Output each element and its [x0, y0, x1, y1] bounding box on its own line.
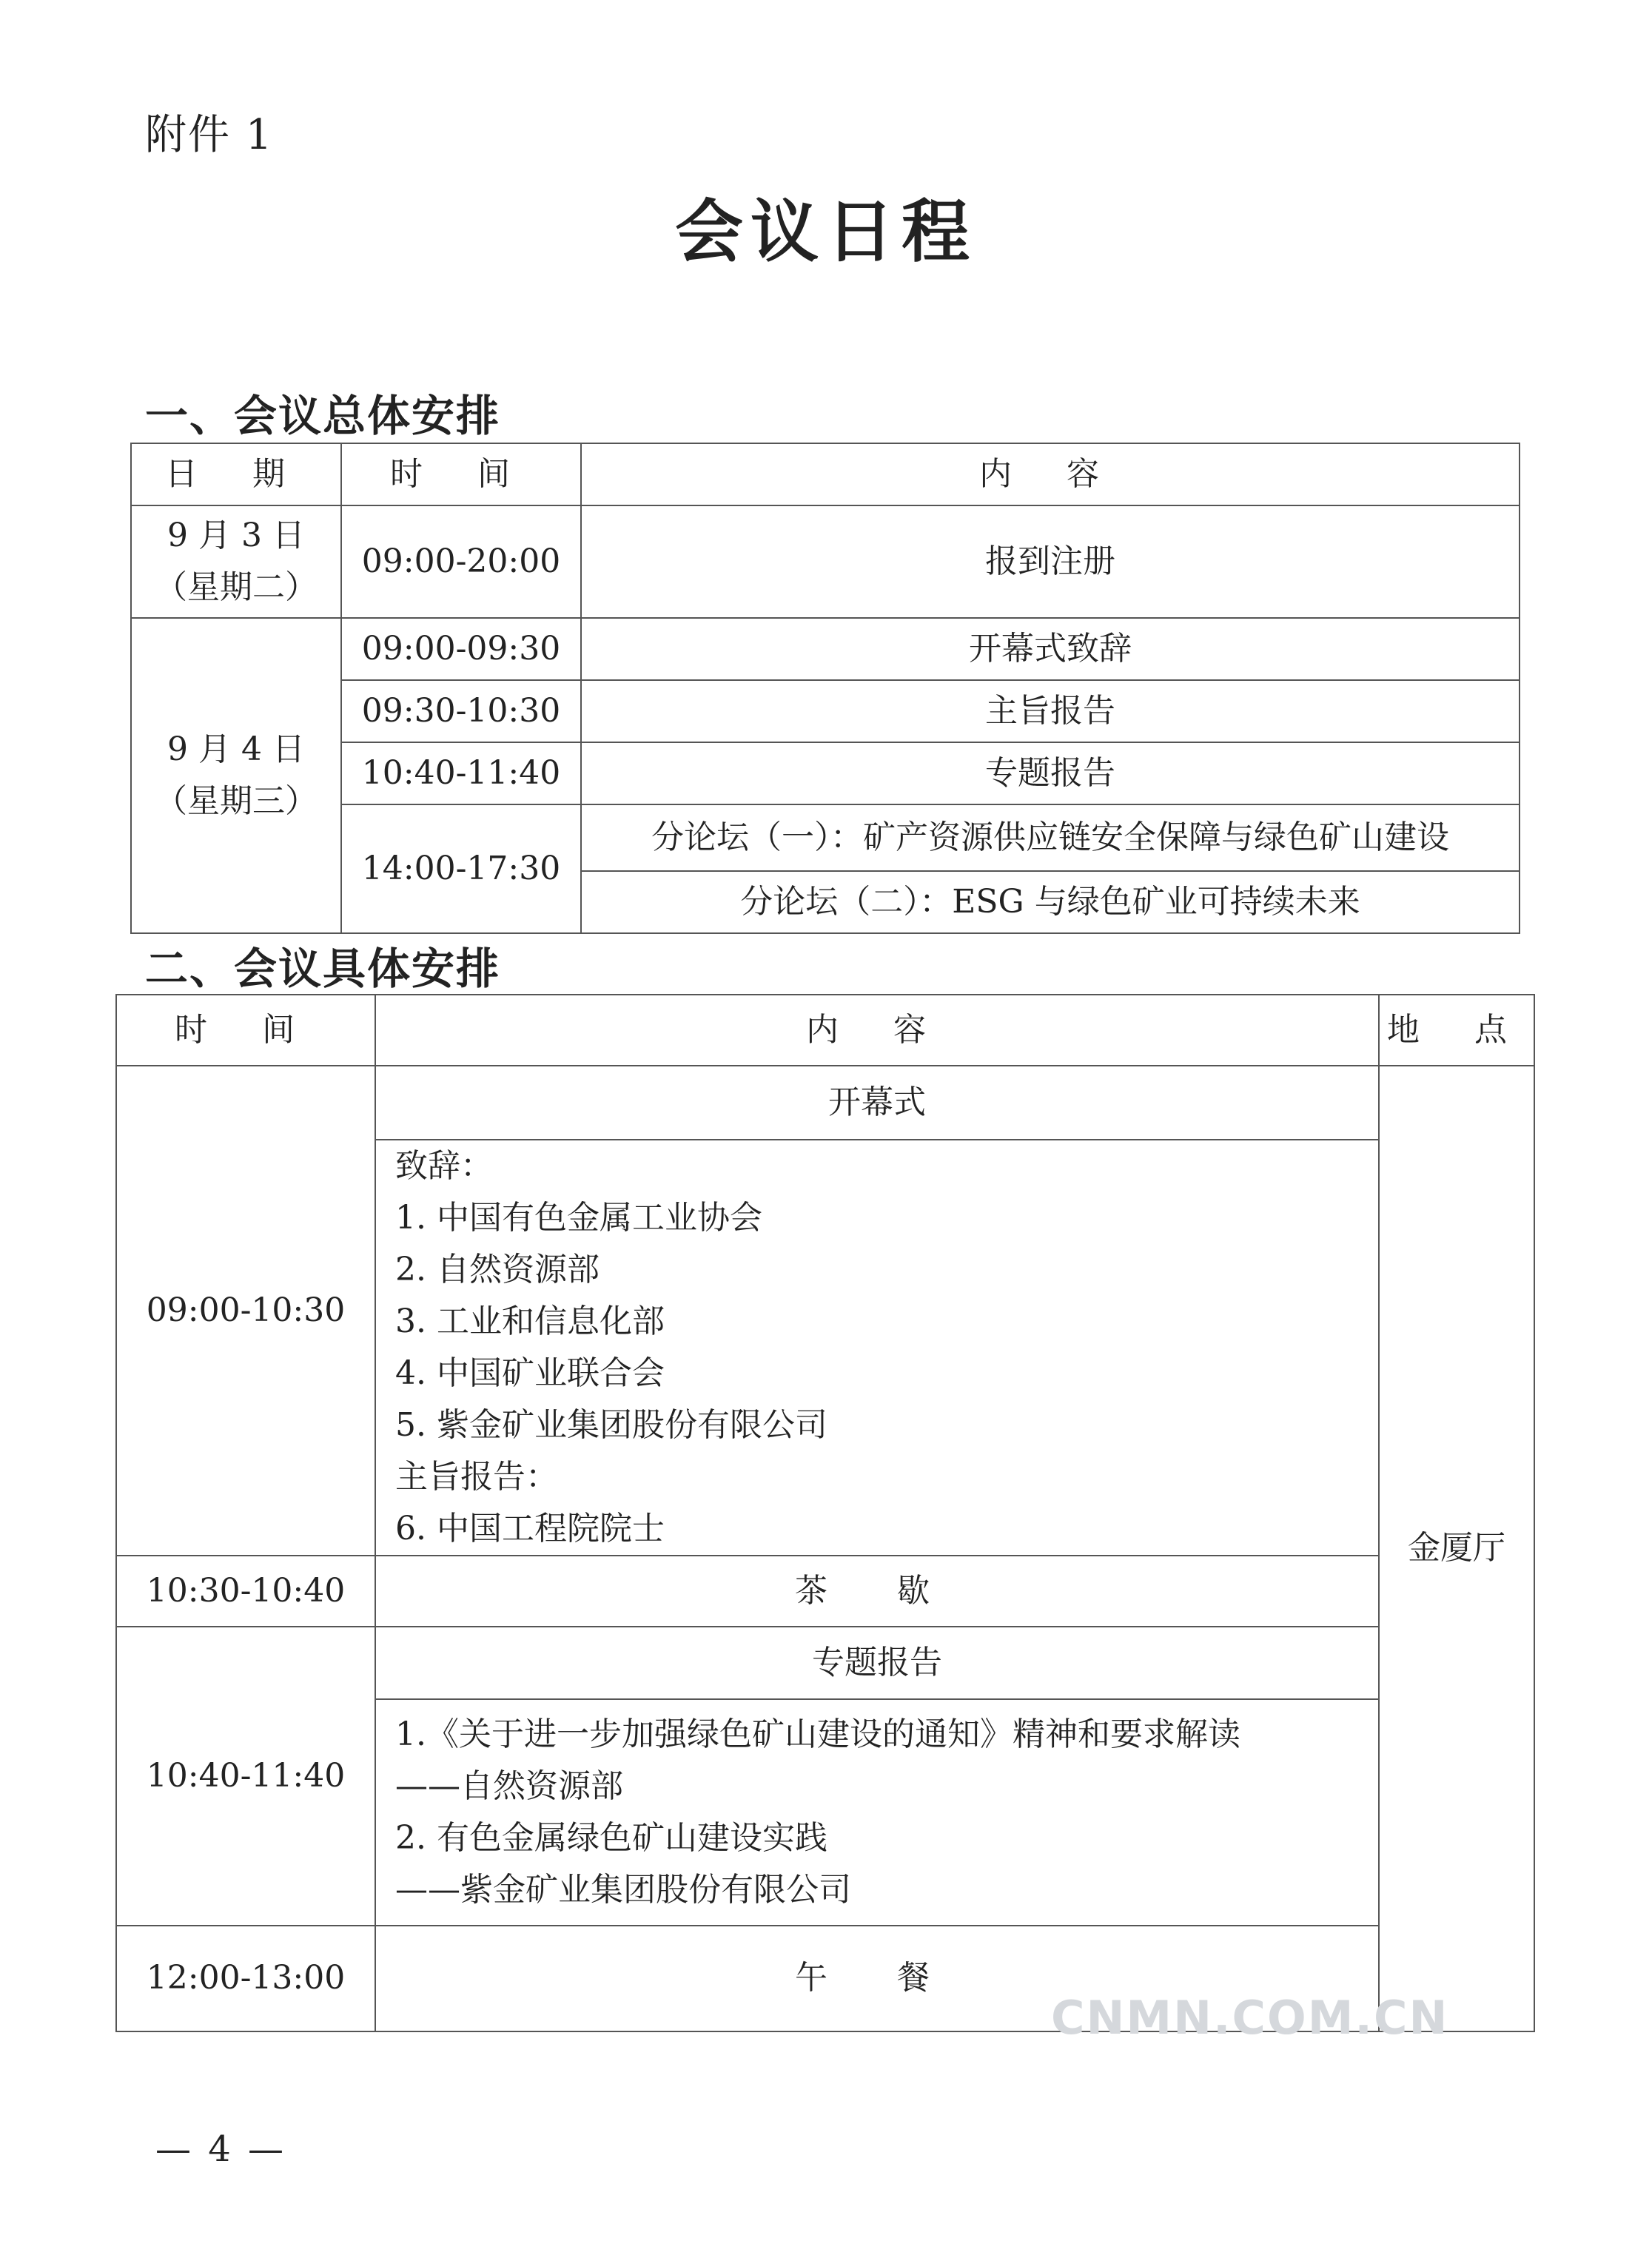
opening-title: 开幕式 [375, 1066, 1379, 1140]
day2-row2-content: 主旨报告 [581, 680, 1520, 742]
forum1: 分论坛（一）：矿产资源供应链安全保障与绿色矿山建设 [581, 804, 1520, 871]
header-place: 地 点 [1379, 995, 1534, 1066]
header-time: 时 间 [341, 443, 581, 505]
forum2: 分论坛（二）：ESG 与绿色矿业可持续未来 [581, 871, 1520, 933]
header-content: 内 容 [375, 995, 1379, 1066]
detailed-schedule-table [115, 994, 1535, 2032]
day1-time: 09:00-20:00 [341, 505, 581, 618]
speech-label: 致辞： [395, 1147, 493, 1185]
day1-weekday: （星期二） [155, 568, 318, 606]
speech-item: 2. 自然资源部 [395, 1251, 600, 1288]
keynote-label: 主旨报告： [395, 1458, 558, 1496]
tea-content: 茶 歇 [375, 1556, 1379, 1627]
speech-item: 3. 工业和信息化部 [395, 1303, 665, 1340]
day2-date: 9 月 4 日 [167, 730, 305, 768]
day1-content: 报到注册 [581, 505, 1520, 618]
speech-item: 5. 紫金矿业集团股份有限公司 [395, 1406, 827, 1444]
page-title: 会议日程 [674, 192, 977, 272]
tea-time: 10:30-10:40 [116, 1556, 375, 1627]
page-number: — 4 — [155, 2128, 287, 2170]
day1-date-cell [131, 505, 341, 618]
lunch-content: 午 餐 [375, 1926, 1379, 2031]
attachment-label: 附件 1 [145, 111, 274, 159]
header-date: 日 期 [131, 443, 341, 505]
special-time: 10:40-11:40 [116, 1627, 375, 1926]
opening-details [375, 1140, 1379, 1556]
special-details [375, 1699, 1379, 1926]
keynote-item: 6. 中国工程院院士 [395, 1510, 665, 1547]
day2-row3-time: 10:40-11:40 [341, 742, 581, 804]
forum-time: 14:00-17:30 [341, 804, 581, 933]
special-item: ——自然资源部 [395, 1767, 623, 1805]
lunch-time: 12:00-13:00 [116, 1926, 375, 2031]
venue: 金厦厅 [1379, 1066, 1534, 2031]
special-item: 1.《关于进一步加强绿色矿山建设的通知》精神和要求解读 [395, 1715, 1240, 1753]
watermark: CNMN.COM.CN [1051, 1991, 1449, 2045]
day2-row3-content: 专题报告 [581, 742, 1520, 804]
overall-schedule-table [130, 443, 1520, 934]
day2-date-cell [131, 618, 341, 933]
section2-heading: 二、会议具体安排 [145, 944, 501, 994]
day2-row1-time: 09:00-09:30 [341, 618, 581, 680]
opening-time: 09:00-10:30 [116, 1066, 375, 1556]
day2-row2-time: 09:30-10:30 [341, 680, 581, 742]
day2-row1-content: 开幕式致辞 [581, 618, 1520, 680]
special-item: ——紫金矿业集团股份有限公司 [395, 1871, 851, 1909]
speech-item: 4. 中国矿业联合会 [395, 1354, 665, 1392]
header-time: 时 间 [116, 995, 375, 1066]
speech-item: 1. 中国有色金属工业协会 [395, 1199, 762, 1237]
header-content: 内 容 [581, 443, 1520, 505]
special-title: 专题报告 [375, 1627, 1379, 1699]
special-item: 2. 有色金属绿色矿山建设实践 [395, 1819, 827, 1857]
day1-date: 9 月 3 日 [167, 516, 305, 554]
day2-weekday: （星期三） [155, 782, 318, 820]
section1-heading: 一、会议总体安排 [145, 391, 501, 441]
